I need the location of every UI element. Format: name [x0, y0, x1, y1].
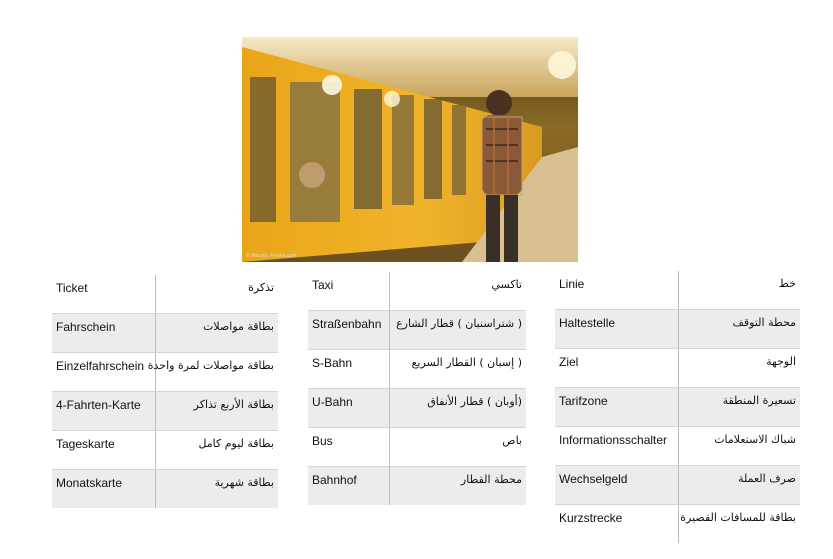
table-row [52, 391, 278, 430]
german-term: Haltestelle [555, 310, 679, 348]
arabic-term: الوجهة [766, 355, 796, 368]
german-term: Kurzstrecke [555, 505, 679, 543]
arabic-term: تاكسي [491, 278, 522, 291]
german-term: Fahrschein [52, 314, 156, 352]
arabic-term: بطاقة مواصلات [203, 320, 274, 333]
table-row [555, 271, 800, 309]
vocab-table-transport [308, 272, 526, 505]
german-term: Taxi [308, 272, 390, 310]
arabic-term: محطة التوقف [732, 316, 796, 329]
table-row [52, 430, 278, 469]
german-term: Bus [308, 428, 390, 466]
table-row [52, 469, 278, 508]
table-row [555, 348, 800, 387]
arabic-term: تسعيرة المنطقة [722, 394, 796, 407]
table-row [555, 387, 800, 426]
arabic-term: ( شتراسنبان ) قطار الشارع [396, 317, 522, 330]
german-term: Ticket [52, 275, 156, 313]
german-term: Straßenbahn [308, 311, 390, 349]
table-row [555, 504, 800, 543]
arabic-term: صرف العملة [738, 472, 796, 485]
german-term: S-Bahn [308, 350, 390, 388]
arabic-term: بطاقة شهرية [214, 476, 274, 489]
table-row [555, 309, 800, 348]
arabic-term: ( إسبان ) القطار السريع [411, 356, 522, 369]
table-row [52, 275, 278, 313]
arabic-term: بطاقة مواصلات لمرة واحدة [147, 359, 274, 372]
table-row [308, 272, 526, 310]
arabic-term: محطة القطار [460, 473, 522, 486]
table-row [308, 310, 526, 349]
german-term: Linie [555, 271, 679, 309]
german-term: U-Bahn [308, 389, 390, 427]
german-term: Tageskarte [52, 431, 156, 469]
vocab-table-tickets [52, 275, 278, 508]
german-term: Bahnhof [308, 467, 390, 505]
german-term: Wechselgeld [555, 466, 679, 504]
table-row [555, 426, 800, 465]
arabic-term: تذكرة [248, 281, 274, 294]
table-row [308, 427, 526, 466]
train-illustration [242, 37, 578, 262]
arabic-term: شباك الاستعلامات [714, 433, 796, 446]
vocab-table-stations [555, 271, 800, 543]
arabic-term: بطاقة الأربع تذاكر [193, 398, 274, 411]
german-term: Tarifzone [555, 388, 679, 426]
german-term: 4-Fahrten-Karte [52, 392, 156, 430]
arabic-term: بطاقة للمسافات القصيرة [680, 511, 796, 524]
german-term: Monatskarte [52, 470, 156, 508]
table-row [52, 313, 278, 352]
arabic-term: (أوبان ) قطار الأنفاق [427, 395, 522, 408]
german-term: Ziel [555, 349, 679, 387]
table-row [308, 388, 526, 427]
german-term: Informationsschalter [555, 427, 679, 465]
german-term: Einzelfahrschein [52, 353, 156, 391]
arabic-term: خط [778, 277, 796, 290]
photo-credit: © Marcito, Fotolia.com [246, 253, 297, 259]
table-row [52, 352, 278, 391]
table-row [308, 466, 526, 505]
arabic-term: بطاقة ليوم كامل [198, 437, 274, 450]
table-row [308, 349, 526, 388]
table-row [555, 465, 800, 504]
train-photo [242, 37, 578, 262]
arabic-term: باص [502, 434, 522, 447]
